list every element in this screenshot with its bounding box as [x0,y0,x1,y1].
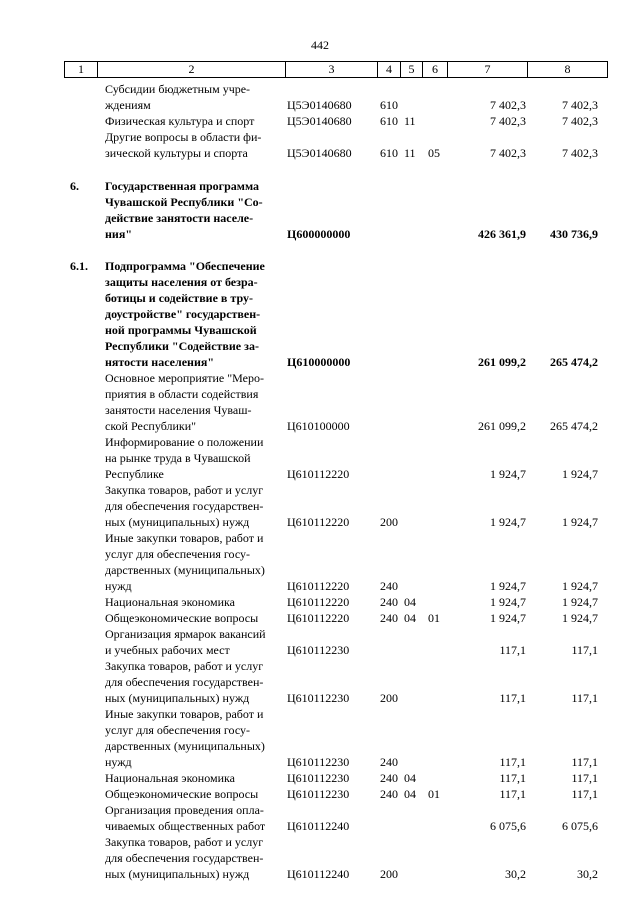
table-row [0,81,640,113]
header-col-3: 3 [286,62,378,77]
row-value-7: 1 924,7 [490,467,526,481]
row-vr: 240 [380,595,398,609]
row-rz: 04 [404,611,416,625]
row-csr: Ц610000000 [287,355,351,369]
row-value-7: 7 402,3 [490,98,526,112]
row-name-line: ждениям [105,98,151,112]
header-col-7: 7 [448,62,528,77]
row-name [105,434,280,482]
row-name-line: Организация ярмарок вакансий [105,627,266,641]
row-name-line: Подпрограмма "Обеспечение [105,259,265,273]
row-value-7: 261 099,2 [478,355,526,369]
row-vr: 200 [380,867,398,881]
row-csr: Ц610112240 [287,867,350,881]
row-value-8: 117,1 [571,755,598,769]
row-name-line: Закупка товаров, работ и услуг [105,483,264,497]
row-value-8: 1 924,7 [562,595,598,609]
row-name-line: нятости населения" [105,355,215,369]
row-rz: 11 [404,114,416,128]
row-name [105,658,280,706]
page-number: 442 [311,38,329,52]
row-name-line: Основное мероприятие "Меро- [105,371,264,385]
row-csr: Ц610112230 [287,771,350,785]
row-vr: 200 [380,691,398,705]
row-value-7: 117,1 [499,771,526,785]
row-value-7: 6 075,6 [490,819,526,833]
row-name [105,530,280,594]
row-csr: Ц610112230 [287,691,350,705]
row-value-8: 265 474,2 [550,419,598,433]
row-value-8: 1 924,7 [562,611,598,625]
header-col-6: 6 [423,62,448,77]
row-name-line: ной программы Чувашской [105,323,257,337]
row-name [105,626,280,658]
row-name [105,786,280,802]
row-name [105,129,280,161]
row-value-8: 117,1 [571,771,598,785]
row-csr: Ц5Э0140680 [287,114,352,128]
row-name [105,258,280,370]
table-row [0,658,640,706]
row-csr: Ц610112240 [287,819,350,833]
table-row [0,178,640,242]
row-value-8: 117,1 [571,787,598,801]
row-vr: 240 [380,579,398,593]
row-name-line: Республики "Содействие за- [105,339,259,353]
table-row [0,802,640,834]
row-name-line: нужд [105,755,132,769]
row-name-line: Чувашской Республики "Со- [105,195,263,209]
row-name [105,594,280,610]
row-value-7: 1 924,7 [490,579,526,593]
table-row [0,626,640,658]
row-name-line: Общеэкономические вопросы [105,787,259,801]
table-row [0,786,640,802]
row-value-8: 430 736,9 [550,227,598,241]
row-name [105,178,280,242]
row-vr: 200 [380,515,398,529]
row-csr: Ц610112220 [287,595,350,609]
row-value-8: 7 402,3 [562,114,598,128]
row-value-7: 7 402,3 [490,146,526,160]
row-value-7: 117,1 [499,787,526,801]
row-name-line: Субсидии бюджетным учре- [105,82,251,96]
row-csr: Ц610112220 [287,579,350,593]
row-name-line: Физическая культура и спорт [105,114,255,128]
row-value-8: 7 402,3 [562,146,598,160]
row-value-7: 117,1 [499,755,526,769]
row-name-line: ской Республики" [105,419,197,433]
row-name-line: занятости населения Чуваш- [105,403,252,417]
row-name-line: ния" [105,227,132,241]
row-name [105,770,280,786]
row-value-7: 117,1 [499,691,526,705]
table-row [0,482,640,530]
row-name-line: Республике [105,467,164,481]
row-name-line: ных (муниципальных) нужд [105,515,250,529]
row-value-8: 1 924,7 [562,515,598,529]
row-name-line: зической культуры и спорта [105,146,248,160]
row-name-line: услуг для обеспечения госу- [105,723,251,737]
row-csr: Ц5Э0140680 [287,98,352,112]
row-value-8: 1 924,7 [562,467,598,481]
table-row [0,706,640,770]
row-pr: 05 [428,146,440,160]
row-value-8: 117,1 [571,691,598,705]
table-row [0,434,640,482]
row-value-7: 1 924,7 [490,515,526,529]
row-value-8: 117,1 [571,643,598,657]
row-name-line: услуг для обеспечения госу- [105,547,251,561]
row-name-line: ботицы и содействие в тру- [105,291,253,305]
row-name-line: защиты населения от безра- [105,275,258,289]
row-name-line: Информирование о положении [105,435,264,449]
row-csr: Ц600000000 [287,227,351,241]
row-number: 6.1. [70,259,88,273]
row-name-line: на рынке труда в Чувашской [105,451,251,465]
table-row [0,370,640,434]
row-name [105,482,280,530]
table-row [0,770,640,786]
table-row [0,594,640,610]
row-vr: 240 [380,755,398,769]
row-name [105,706,280,770]
row-name-line: для обеспечения государствен- [105,851,264,865]
row-csr: Ц610112230 [287,755,350,769]
row-name-line: и учебных рабочих мест [105,643,230,657]
row-vr: 610 [380,98,398,112]
row-name-line: Закупка товаров, работ и услуг [105,659,264,673]
row-name [105,802,280,834]
row-name-line: для обеспечения государствен- [105,675,264,689]
table-header [64,61,608,78]
table-row [0,530,640,594]
row-name-line: Национальная экономика [105,771,235,785]
row-csr: Ц610112220 [287,467,350,481]
row-value-7: 117,1 [499,643,526,657]
row-value-8: 7 402,3 [562,98,598,112]
row-name [105,834,280,882]
table-row [0,129,640,161]
row-name-line: действие занятости населе- [105,211,254,225]
table-row [0,113,640,129]
row-name-line: доустройстве" государствен- [105,307,261,321]
header-col-2: 2 [98,62,286,77]
row-vr: 240 [380,611,398,625]
row-name-line: нужд [105,579,132,593]
row-csr: Ц610112220 [287,515,350,529]
table-row [0,834,640,882]
row-csr: Ц610112230 [287,643,350,657]
row-value-7: 30,2 [505,867,526,881]
row-rz: 04 [404,771,416,785]
row-name [105,81,280,113]
row-vr: 240 [380,771,398,785]
row-value-7: 426 361,9 [478,227,526,241]
row-name-line: Другие вопросы в области фи- [105,130,262,144]
table-row [0,258,640,370]
row-pr: 01 [428,611,440,625]
row-vr: 610 [380,114,398,128]
row-name [105,113,280,129]
row-value-8: 30,2 [577,867,598,881]
row-value-8: 265 474,2 [550,355,598,369]
row-csr: Ц610112220 [287,611,350,625]
row-value-8: 1 924,7 [562,579,598,593]
table-row [0,610,640,626]
row-vr: 240 [380,787,398,801]
row-name-line: ных (муниципальных) нужд [105,691,250,705]
row-value-7: 1 924,7 [490,611,526,625]
row-value-8: 6 075,6 [562,819,598,833]
header-col-1: 1 [65,62,98,77]
row-value-7: 261 099,2 [478,419,526,433]
row-name-line: Закупка товаров, работ и услуг [105,835,264,849]
row-name [105,370,280,434]
header-col-4: 4 [378,62,401,77]
row-rz: 04 [404,787,416,801]
row-name-line: Иные закупки товаров, работ и [105,707,264,721]
row-name-line: чиваемых общественных работ [105,819,266,833]
header-col-5: 5 [401,62,423,77]
row-rz: 04 [404,595,416,609]
row-name-line: ных (муниципальных) нужд [105,867,250,881]
header-col-8: 8 [564,62,571,76]
row-name-line: Иные закупки товаров, работ и [105,531,264,545]
row-name-line: Государственная программа [105,179,260,193]
row-name-line: для обеспечения государствен- [105,499,264,513]
row-name-line: Общеэкономические вопросы [105,611,259,625]
row-rz: 11 [404,146,416,160]
row-name-line: дарственных (муниципальных) [105,739,265,753]
row-vr: 610 [380,146,398,160]
row-csr: Ц5Э0140680 [287,146,352,160]
row-pr: 01 [428,787,440,801]
row-number: 6. [70,179,79,193]
row-name-line: дарственных (муниципальных) [105,563,265,577]
row-value-7: 1 924,7 [490,595,526,609]
row-name [105,610,280,626]
row-csr: Ц610112230 [287,787,350,801]
row-name-line: приятия в области содействия [105,387,259,401]
row-name-line: Национальная экономика [105,595,235,609]
row-value-7: 7 402,3 [490,114,526,128]
row-name-line: Организация проведения опла- [105,803,264,817]
row-csr: Ц610100000 [287,419,350,433]
